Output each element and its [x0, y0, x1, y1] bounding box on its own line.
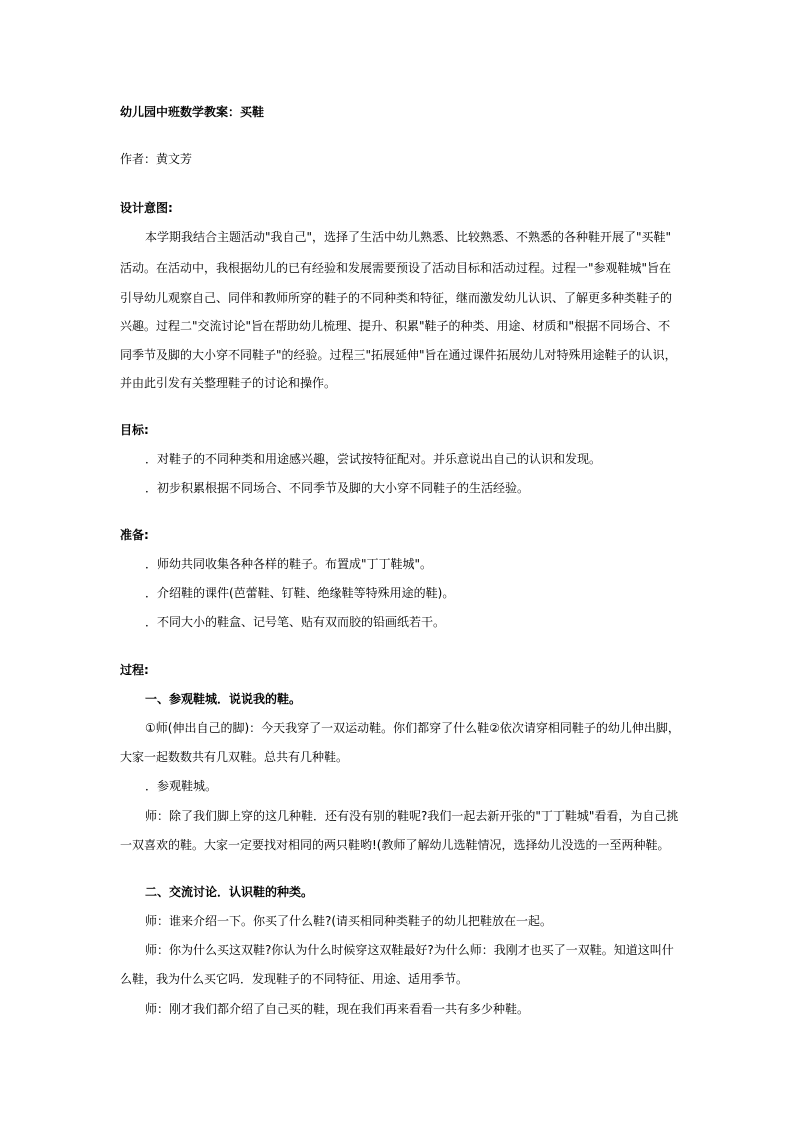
design-line: 活动。在活动中，我根据幼儿的已有经验和发展需要预设了活动目标和活动过程。过程一"参观鞋城"旨在: [120, 261, 672, 275]
design-line: 引导幼儿观察自己、同伴和教师所穿的鞋子的不同种类和特征，继而激发幼儿认识、了解更多种类鞋子的: [120, 291, 673, 305]
process-line: 一双喜欢的鞋。大家一定要找对相同的两只鞋哟!(教师了解幼儿选鞋情况，选择幼儿没选的一至两种鞋。: [120, 838, 670, 852]
section-title: 二、交流讨论．认识鞋的种类。: [145, 885, 314, 899]
goals-heading: 目标:: [120, 423, 149, 437]
prep-heading: 准备:: [120, 528, 149, 542]
document-author: 作者：黄文芳: [120, 152, 193, 166]
prep-item: ．不同大小的鞋盒、记号笔、贴有双而胶的铅画纸若干。: [145, 615, 446, 629]
process-line: ①师(伸出自己的脚)：今天我穿了一双运动鞋。你们都穿了什么鞋②依次请穿相同鞋子的幼儿伸出脚，: [145, 721, 680, 735]
process-line: 师：谁来介绍一下。你买了什么鞋?(请买相同种类鞋子的幼儿把鞋放在一起。: [145, 914, 553, 928]
process-line: 师：刚才我们都介绍了自己买的鞋，现在我们再来看看一共有多少种鞋。: [145, 1002, 530, 1016]
process-line: ．参观鞋城。: [145, 779, 218, 793]
process-line: 么鞋，我为什么买它吗．发现鞋子的不同特征、用途、适用季节。: [120, 972, 469, 986]
process-line: 师：你为什么买这双鞋?你认为什么时候穿这双鞋最好?为什么师：我刚才也买了一双鞋。知道这叫什: [145, 943, 674, 957]
design-line: 并由此引发有关整理鞋子的讨论和操作。: [120, 376, 337, 390]
design-line: 兴趣。过程二"交流讨论"旨在帮助幼儿梳理、提升、积累"鞋子的种类、用途、材质和"根据不同场合、不: [120, 319, 671, 333]
process-line: 大家一起数数共有几双鞋。总共有几种鞋。: [120, 750, 349, 764]
prep-item: ．介绍鞋的课件(芭蕾鞋、钉鞋、绝缘鞋等特殊用途的鞋)。: [145, 586, 455, 600]
document-title: 幼儿园中班数学教案：买鞋: [120, 105, 265, 119]
process-line: 师：除了我们脚上穿的这几种鞋．还有没有别的鞋呢?我们一起去新开张的"丁丁鞋城"看看，为自己挑: [145, 809, 679, 823]
process-heading: 过程:: [120, 663, 149, 677]
design-heading: 设计意图:: [120, 201, 173, 215]
prep-item: ．师幼共同收集各种各样的鞋子。布置成"丁丁鞋城"。: [145, 557, 433, 571]
design-line: 本学期我结合主题活动"我自己"，选择了生活中幼儿熟悉、比较熟悉、不熟悉的各种鞋开展了"买鞋": [145, 230, 672, 244]
goal-item: ．初步积累根据不同场合、不同季节及脚的大小穿不同鞋子的生活经验。: [145, 481, 530, 495]
goal-item: ．对鞋子的不同种类和用途感兴趣，尝试按特征配对。并乐意说出自己的认识和发现。: [145, 452, 602, 466]
section-title: 一、参观鞋城．说说我的鞋。: [145, 692, 302, 706]
design-line: 同季节及脚的大小穿不同鞋子"的经验。过程三"拓展延伸"旨在通过课件拓展幼儿对特殊用途鞋子的认识，: [120, 348, 677, 362]
